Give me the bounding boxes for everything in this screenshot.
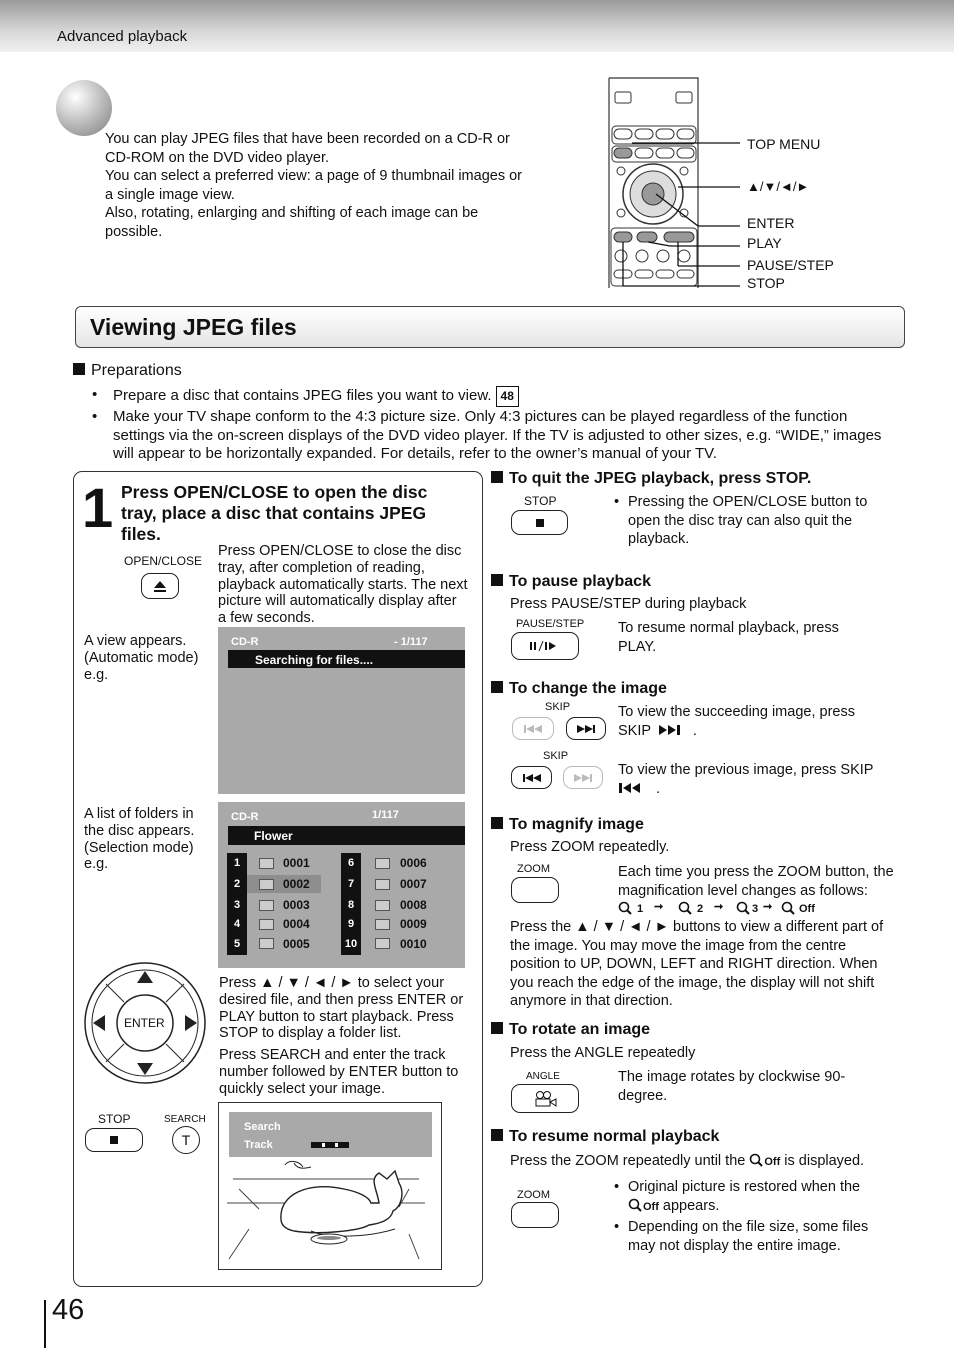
skip-forward-icon	[572, 773, 594, 783]
track-overlay-label: Track	[244, 1139, 273, 1151]
pause-step-icon	[525, 640, 565, 652]
magnifier-icon	[618, 901, 633, 916]
change-heading	[491, 679, 667, 700]
arrow-right-icon: ➞	[714, 901, 724, 913]
remote-label-pause: PAUSE/STEP	[747, 257, 834, 273]
square-bullet-icon	[491, 1022, 503, 1034]
skip-back-button-inactive[interactable]	[512, 717, 554, 740]
resume-bullet-1b: appears.	[662, 1197, 720, 1214]
square-bullet-icon	[491, 817, 503, 829]
screen-search	[218, 1102, 442, 1270]
zoom-button[interactable]	[511, 1202, 559, 1228]
resume-text-a: Press the ZOOM repeatedly until the	[510, 1153, 746, 1169]
intro-line: CD-ROM on the DVD video player.	[105, 149, 330, 166]
image-file-icon	[375, 900, 390, 911]
zoom-button[interactable]	[511, 877, 559, 903]
zoom-label: ZOOM	[517, 1189, 550, 1201]
bullet-dot: •	[614, 1179, 620, 1195]
bullet-dot: •	[614, 1219, 620, 1235]
prep-item-text: Prepare a disc that contains JPEG files you want to view.	[113, 387, 492, 404]
remote-label-play: PLAY	[747, 235, 782, 251]
title-bar	[75, 306, 905, 348]
page-ref-badge[interactable]: 48	[496, 386, 519, 407]
file-name[interactable]: 0006	[400, 856, 427, 870]
off-label: Off	[764, 1156, 781, 1168]
prep-item-1	[92, 386, 892, 406]
magnifier-icon	[781, 901, 796, 916]
file-name[interactable]: 0008	[400, 898, 427, 912]
remote-label-stop: STOP	[747, 275, 785, 291]
image-file-icon	[259, 900, 274, 911]
image-file-icon	[375, 879, 390, 890]
step-number: 1	[82, 476, 114, 539]
file-name[interactable]: 0004	[283, 917, 310, 931]
open-close-button[interactable]	[141, 573, 179, 599]
square-bullet-icon	[491, 1129, 503, 1141]
skip-forward-button[interactable]	[566, 717, 606, 740]
prep-item-2	[92, 408, 892, 464]
zoom-level: 1	[637, 903, 644, 915]
resume-text	[510, 1152, 910, 1172]
intro-line: You can select a preferred view: a page of 9 thumbnail images or	[105, 168, 522, 184]
camera-icon	[532, 1090, 558, 1108]
zoom-label: ZOOM	[517, 863, 550, 875]
search-overlay	[229, 1112, 432, 1157]
resume-heading	[491, 1127, 719, 1148]
eject-icon	[153, 579, 167, 593]
screen-disc-label: CD-R	[231, 636, 259, 648]
resume-heading-text: To resume normal playback	[509, 1128, 720, 1145]
skip-prev-line: To view the previous image, press SKIP	[618, 762, 874, 778]
file-name[interactable]: 0007	[400, 877, 427, 891]
arrow-right-icon: ➞	[654, 901, 664, 913]
pause-resume-text	[618, 619, 898, 656]
folder-bar: Flower	[228, 826, 465, 845]
search-button[interactable]: T	[172, 1126, 200, 1154]
page-number-rule	[44, 1300, 46, 1348]
image-file-icon	[375, 858, 390, 869]
press-prefix: Press the	[510, 919, 572, 935]
navigation-text: Press ▲ / ▼ / ◄ / ► to select your desired file, and then press ENTER or PLAY button to start playback. Press STOP to display a folder list.	[219, 975, 464, 1042]
skip-key-label: SKIP	[618, 722, 651, 739]
page-number: 46	[52, 1294, 85, 1326]
image-file-icon	[375, 938, 390, 949]
remote-label-enter: ENTER	[747, 215, 795, 231]
skip-back-icon	[521, 773, 543, 783]
preparations-heading	[73, 361, 182, 382]
file-number: 2	[227, 874, 247, 894]
magnify-press-text	[510, 918, 900, 1011]
stop-label: STOP	[98, 1112, 131, 1126]
file-number: 4	[227, 914, 247, 934]
intro-line: possible.	[105, 223, 163, 240]
file-number: 6	[341, 853, 361, 873]
step1-title: Press OPEN/CLOSE to open the disc tray, place a disc that contains JPEG files.	[121, 482, 428, 544]
step1-desc: Press OPEN/CLOSE to close the disc tray, after completion of reading, playback automatically starts. The next picture will automatically display after a few seconds.	[218, 543, 468, 627]
screen-selection-mode	[218, 802, 465, 968]
screen-disc-label: CD-R	[231, 811, 259, 823]
intro-line: You can play JPEG files that have been recorded on a CD-R or	[105, 131, 510, 147]
intro-line: a single image view.	[105, 186, 235, 203]
magnify-heading-text: To magnify image	[509, 816, 644, 833]
screen-auto-mode	[218, 627, 465, 794]
skip-label: SKIP	[545, 701, 571, 713]
stop-icon	[535, 518, 545, 528]
stop-label: STOP	[524, 494, 557, 508]
resume-bullet-2: Depending on the file size, some files may not display the entire image.	[628, 1219, 869, 1254]
angle-button[interactable]	[511, 1084, 579, 1113]
off-label: Off	[643, 1200, 659, 1213]
file-number: 5	[227, 934, 247, 954]
quit-heading	[491, 469, 811, 490]
file-name[interactable]: 0005	[283, 937, 310, 951]
magnifier-icon	[736, 901, 751, 916]
image-file-icon	[259, 938, 274, 949]
file-name[interactable]: 0009	[400, 917, 427, 931]
remote-label-top-menu: TOP MENU	[747, 136, 821, 152]
file-number: 1	[227, 853, 247, 873]
pause-heading-text: To pause playback	[509, 573, 651, 590]
skip-forward-button-inactive[interactable]	[563, 766, 603, 789]
image-file-icon	[259, 919, 274, 930]
skip-label: SKIP	[543, 750, 569, 762]
file-name[interactable]: 0001	[283, 856, 310, 870]
zoom-level: Off	[799, 903, 815, 915]
press-rest: buttons to view a different part of the image. You may move the image from the centre position to UP, DOWN, LEFT and RIGHT direction. When you reach the edge of the image, the display will not shift anymore in that direction.	[510, 919, 884, 1009]
arrow-right-icon: ➞	[763, 901, 773, 913]
view-note: A view appears. (Automatic mode) e.g.	[84, 633, 199, 683]
square-bullet-icon	[491, 681, 503, 693]
angle-label: ANGLE	[526, 1071, 560, 1082]
square-bullet-icon	[491, 471, 503, 483]
zoom-level: 3	[752, 903, 759, 915]
file-name[interactable]: 0002	[283, 877, 310, 891]
page-title: Viewing JPEG files	[90, 314, 297, 340]
image-file-icon	[259, 879, 274, 890]
arrow-keys: ▲ / ▼ / ◄ / ►	[575, 919, 669, 935]
skip-back-icon	[618, 781, 652, 793]
zoom-level: 2	[697, 903, 704, 915]
bullet-dot: •	[92, 386, 98, 403]
quit-note: Pressing the OPEN/CLOSE button to open the disc tray can also quit the playback.	[628, 494, 868, 547]
skip-next-line: To view the succeeding image, press	[618, 704, 855, 720]
resume-bullet-1a: Original picture is restored when the	[628, 1179, 861, 1195]
rotate-heading	[491, 1020, 650, 1041]
stop-button[interactable]	[85, 1128, 143, 1152]
square-bullet-icon	[491, 574, 503, 586]
file-name[interactable]: 0003	[283, 898, 310, 912]
magnifier-icon	[678, 901, 693, 916]
change-heading-text: To change the image	[509, 680, 667, 697]
image-file-icon	[375, 919, 390, 930]
stop-button[interactable]	[511, 510, 568, 535]
bullet-dot: •	[92, 408, 98, 425]
rotate-heading-text: To rotate an image	[509, 1021, 651, 1038]
file-number: 8	[341, 895, 361, 915]
pause-heading	[491, 572, 651, 593]
skip-back-icon	[522, 724, 544, 734]
stop-icon	[109, 1135, 119, 1145]
quit-heading-text: To quit the JPEG playback, press STOP.	[509, 470, 812, 487]
section-bullet-ball	[56, 80, 112, 136]
play-key-label: PLAY.	[618, 638, 657, 655]
intro-text	[105, 130, 545, 241]
magnifier-icon	[749, 1153, 764, 1168]
search-overlay-label: Search	[244, 1121, 281, 1133]
magnify-text: Press ZOOM repeatedly.	[510, 839, 670, 855]
magnify-heading	[491, 815, 644, 836]
skip-next-text: To view the succeeding image, press SKIP .	[618, 704, 855, 739]
pause-text: Press PAUSE/STEP during playback	[510, 596, 747, 612]
resume-text-b: is displayed.	[784, 1153, 865, 1169]
file-number: 7	[341, 874, 361, 894]
search-label: SEARCH	[164, 1114, 206, 1125]
rotate-text: Press the ANGLE repeatedly	[510, 1045, 696, 1061]
page-header	[0, 0, 954, 52]
open-close-label: OPEN/CLOSE	[124, 554, 203, 568]
searching-bar: Searching for files....	[228, 650, 465, 668]
screen-count: 1/117	[372, 809, 399, 821]
section-title: Advanced playback	[57, 28, 188, 45]
search-text: Press SEARCH and enter the track number followed by ENTER button to quickly select your image.	[219, 1047, 459, 1097]
intro-line: Also, rotating, enlarging and shifting of each image can be	[105, 205, 479, 221]
list-note: A list of folders in the disc appears. (Selection mode) e.g.	[84, 806, 195, 873]
preparations-label: Preparations	[91, 362, 182, 379]
track-input-field[interactable]	[311, 1142, 349, 1148]
zoom-levels	[618, 900, 908, 918]
cat-illustration	[219, 1159, 441, 1269]
prep-item-text: Make your TV shape conform to the 4:3 picture size. Only 4:3 pictures can be played regardless of the function settings via the on-screen displays of the DVD video player. If the TV is adjusted to other sizes, e.g. “WIDE,” images will appear to be horizontally expanded. For details, refer to the owner’s manual of your TV.	[113, 408, 882, 462]
file-number: 3	[227, 895, 247, 915]
rotate-desc: The image rotates by clockwise 90-degree.	[618, 1069, 846, 1104]
skip-prev-text: To view the previous image, press SKIP .	[618, 762, 874, 797]
image-file-icon	[259, 858, 274, 869]
pause-step-label: PAUSE/STEP	[516, 618, 585, 630]
skip-back-button[interactable]	[511, 766, 552, 789]
resume-bullet-1	[628, 1178, 903, 1216]
bullet-dot: •	[614, 494, 620, 510]
skip-forward-icon	[655, 723, 689, 735]
file-number: 9	[341, 914, 361, 934]
file-number: 10	[341, 934, 361, 954]
remote-label-arrows: ▲/▼/◄/►	[747, 179, 810, 194]
skip-forward-icon	[575, 724, 597, 734]
file-name[interactable]: 0010	[400, 937, 427, 951]
magnifier-icon	[628, 1198, 643, 1213]
enter-button-label[interactable]: ENTER	[124, 1016, 165, 1030]
square-bullet-icon	[73, 363, 85, 375]
pause-resume-line: To resume normal playback, press	[618, 620, 839, 636]
pause-step-button[interactable]	[511, 632, 579, 660]
magnify-each-text: Each time you press the ZOOM button, the magnification level changes as follows:	[618, 864, 894, 899]
screen-count: - 1/117	[394, 636, 428, 648]
